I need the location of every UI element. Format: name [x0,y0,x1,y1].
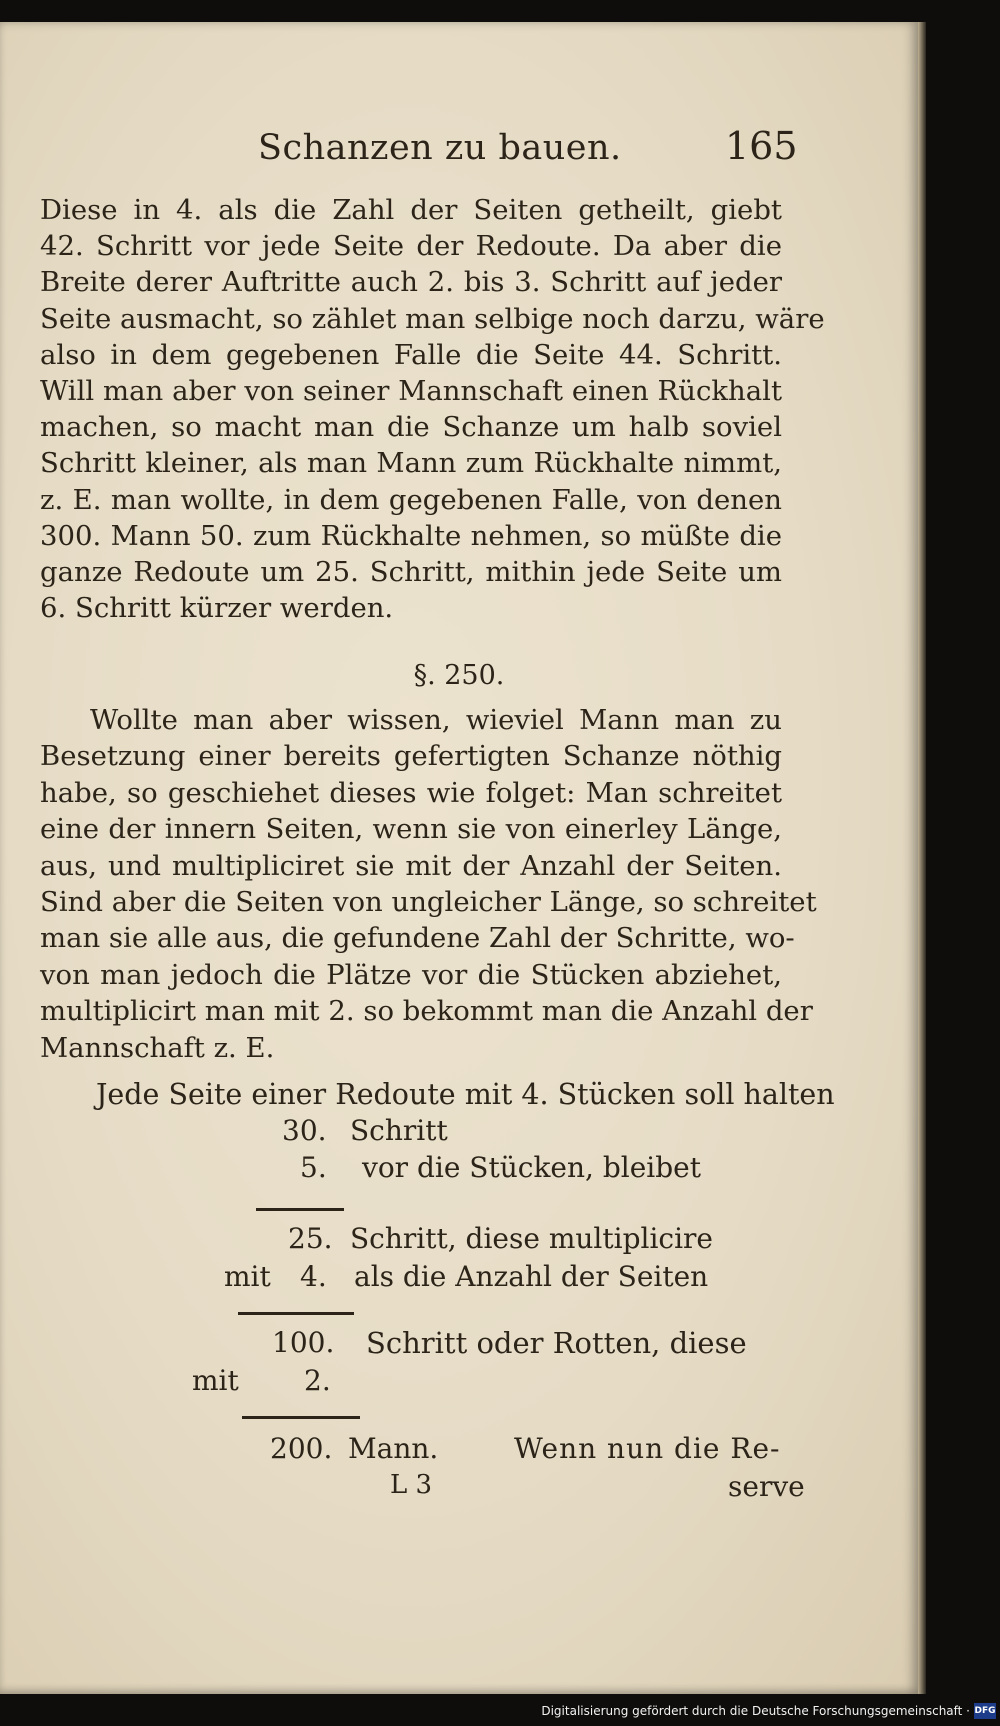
text-line: Sind aber die Seiten von ungleicher Länge, so schreitet [40,886,817,919]
page-header [0,118,918,178]
running-head: Schanzen zu bauen. [258,128,622,168]
text-line: aus, und multipliciret sie mit der Anzahl der Seiten. [40,849,782,882]
text-line: Seite ausmacht, so zählet man selbige noch darzu, wäre [40,302,825,335]
calc-row3-number: 25. [288,1222,333,1255]
calc-row5-number: 100. [272,1326,335,1359]
calc-row2-text: vor die Stücken, bleibet [362,1151,701,1184]
text-line: Wollte man aber wissen, wieviel Mann man zu [90,704,782,736]
calc-row7-continuation: Wenn nun die Re- [514,1432,781,1465]
text-line: multiplicirt man mit 2. so bekommt man die Anzahl der [40,995,813,1028]
page-number: 165 [725,124,798,168]
digitization-footer [0,1700,1000,1726]
text-line: eine der innern Seiten, wenn sie von einerley Länge, [40,813,782,846]
calc-row2-number: 5. [300,1151,327,1184]
page-edge [918,22,926,1694]
text-line: z. E. man wollte, in dem gegebenen Falle, von denen [40,483,782,516]
text-line: Schritt kleiner, als man Mann zum Rückhalte nimmt, [40,447,782,480]
calc-row3-text: Schritt, diese multiplicire [350,1222,714,1255]
text-line: machen, so macht man die Schanze um halb soviel [40,411,782,444]
text-line: Breite derer Auftritte auch 2. bis 3. Schritt auf jeder [40,266,782,299]
calc-row5-text: Schritt oder Rotten, diese [366,1326,747,1360]
text-line: ganze Redoute um 25. Schritt, mithin jede Seite um [40,556,782,589]
section-heading: §. 250. [413,660,505,691]
dfg-logo-icon: DFG [974,1703,996,1719]
text-line: Mannschaft z. E. [40,1031,275,1064]
calc-row4-prefix: mit [224,1260,271,1293]
calc-row1-number: 30. [282,1114,327,1147]
total-rule [242,1416,360,1419]
footer-credit: Digitalisierung gefördert durch die Deutsche Forschungsgemeinschaft · [541,1704,970,1718]
text-line: 42. Schritt vor jede Seite der Redoute. Da aber die [40,230,782,263]
text-line: von man jedoch die Plätze vor die Stücken abziehet, [40,958,782,991]
calculation-intro: Jede Seite einer Redoute mit 4. Stücken soll halten [96,1078,835,1111]
text-line: Besetzung einer bereits gefertigten Schanze nöthig [40,740,782,773]
calc-row1-text: Schritt [350,1114,448,1147]
sum-rule [256,1208,344,1211]
calc-row6-number: 2. [304,1364,331,1397]
calc-row7-text: Mann. [348,1432,439,1465]
calc-row4-text: als die Anzahl der Seiten [354,1260,709,1293]
catchword: serve [728,1470,805,1503]
text-line: 6. Schritt kürzer werden. [40,592,394,625]
paragraph-1 [40,192,825,626]
calc-row6-prefix: mit [192,1364,239,1397]
calc-row4-number: 4. [300,1260,327,1293]
product-rule [238,1312,354,1315]
text-line: Will man aber von seiner Mannschaft einen Rückhalt [40,375,782,408]
paragraph-2 [40,702,817,1066]
calc-row7-number: 200. [270,1432,333,1465]
signature-mark: L 3 [390,1470,433,1500]
text-line: 300. Mann 50. zum Rückhalte nehmen, so müßte die [40,519,782,552]
text-line: also in dem gegebenen Falle die Seite 44. Schritt. [40,338,782,371]
text-line: habe, so geschiehet dieses wie folget: Man schreitet [40,776,782,809]
text-line: Diese in 4. als die Zahl der Seiten getheilt, giebt [40,194,782,226]
text-line: man sie alle aus, die gefundene Zahl der Schritte, wo- [40,922,795,955]
